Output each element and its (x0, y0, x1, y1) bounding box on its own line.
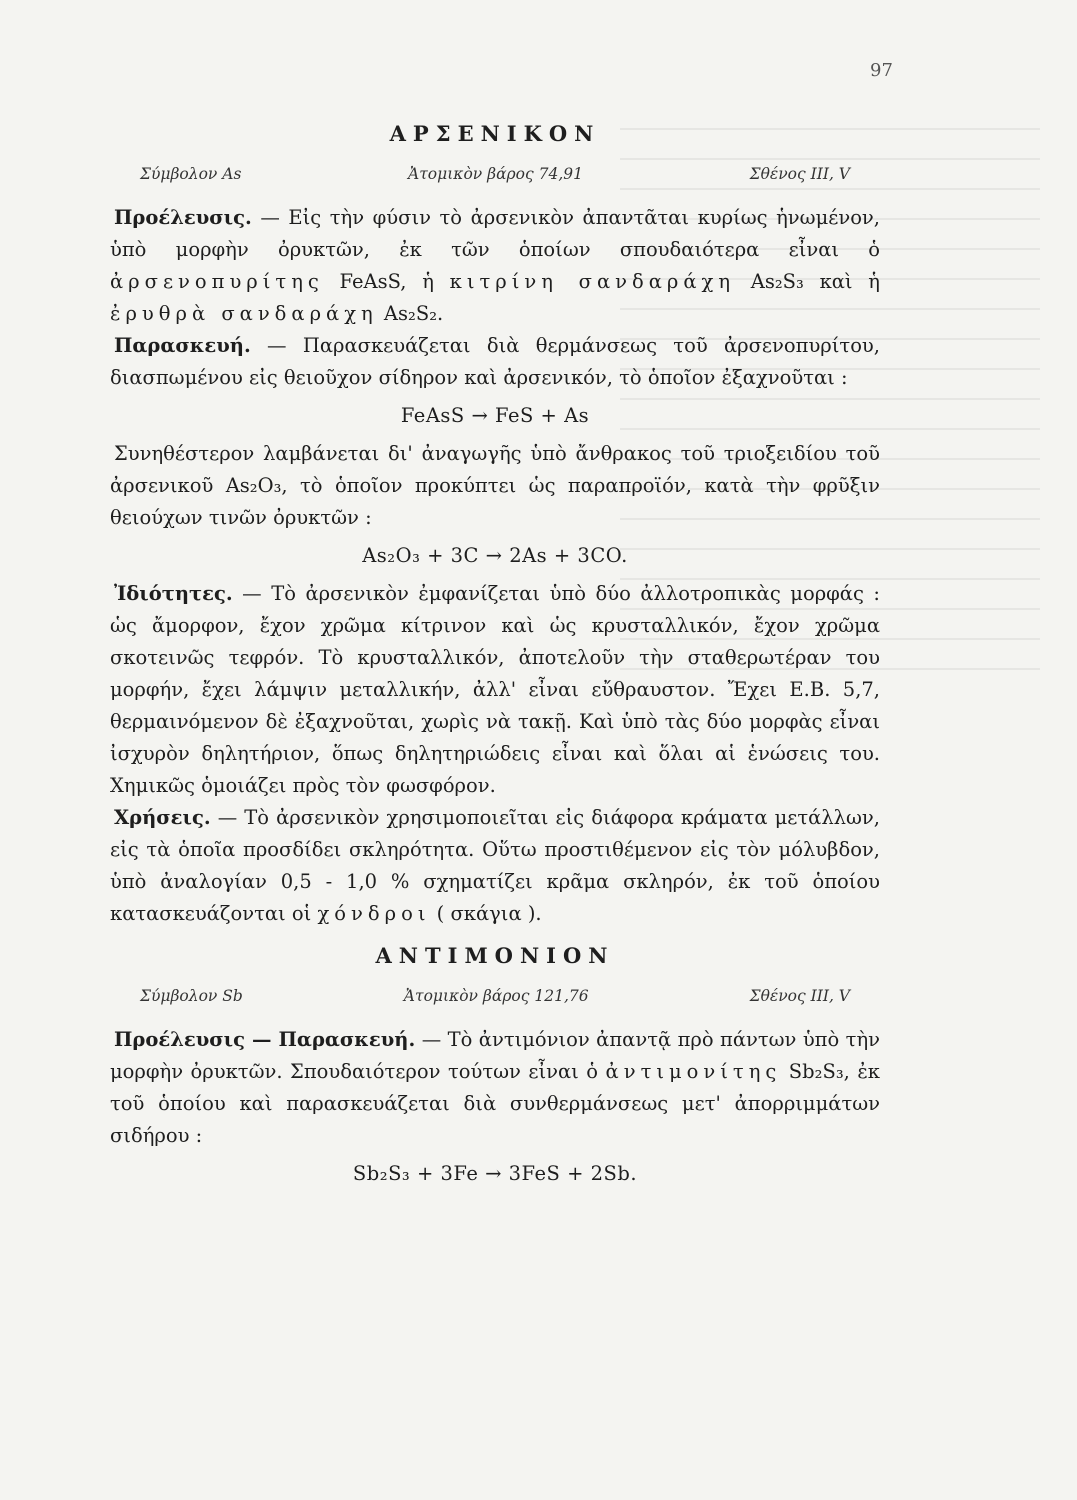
arsenic-preparation-heading: Παρασκευή. (114, 334, 251, 357)
arsenic-origin-heading: Προέλευσις. (114, 206, 252, 229)
stibnite-term: ἀντιμονίτης (605, 1060, 782, 1083)
antimony-symbol: Σύμβολον Sb (140, 987, 243, 1005)
antimony-valence: Σθένος III, V (749, 987, 850, 1005)
page-content (110, 118, 880, 1196)
arsenic-properties-paragraph: Ἰδιότητες. — Τὸ ἀρσενικὸν ἐμφανίζεται ὑπὸ δύο ἀλλοτροπικὰς μορφάς : ὡς ἄμορφον, ἔχον χρῶμα κίτρινον καὶ ὡς κρυσταλλικόν, ἔχον χρῶμα σκοτεινῶς τεφρόν. Τὸ κρυσταλλικόν, ἀποτελοῦν τὴν σταθερωτέραν του μορφήν, ἔχει λάμψιν μεταλλικήν, ἀλλ' εἶναι εὔθραυστον. Ἔχει Ε.Β. 5,7, θερμαινόμενον δὲ ἐξαχνοῦται, χωρὶς νὰ τακῇ. Καὶ ὑπὸ τὰς δύο μορφὰς εἶναι ἰσχυρὸν δηλητήριον, ὅπως δηλητηριώδεις εἶναι καὶ ὅλαι αἱ ἑνώσεις του. Χημικῶς ὁμοιάζει πρὸς τὸν φωσφόρον. (110, 582, 880, 797)
antimony-origin-heading: Προέλευσις — Παρασκευή. (114, 1028, 416, 1051)
arsenic-uses-heading: Χρήσεις. (114, 806, 211, 829)
antimony-origin-paragraph: Προέλευσις — Παρασκευή. — Τὸ ἀντιμόνιον ἀπαντᾷ πρὸ πάντων ὑπὸ τὴν μορφὴν ὀρυκτῶν. Σπουδαιότερον τούτων εἶναι ὁ ἀντιμονίτης Sb₂S₃, ἐκ τοῦ ὁποίου καὶ παρασκευάζεται διὰ συνθερμάνσεως μετ' ἀπορριμμάτων σιδήρου : (110, 1028, 880, 1147)
arsenic-properties-heading: Ἰδιότητες. (114, 582, 233, 605)
arsenic-meta (140, 158, 850, 190)
page-number: 97 (870, 60, 893, 81)
equation-as2o3: As₂O₃ + 3C → 2As + 3CO. (362, 544, 628, 567)
equation-feass: FeAsS → FeS + As (400, 404, 590, 427)
shot-term: χόνδροι (317, 902, 431, 925)
arsenic-valence: Σθένος III, V (749, 165, 850, 183)
arsenic-title: ΑΡΣΕΝΙΚΟΝ (389, 121, 601, 146)
arsenic-preparation-paragraph: Παρασκευή. — Παρασκευάζεται διὰ θερμάνσεως τοῦ ἀρσενοπυρίτου, διασπωμένου εἰς θειοῦχον σίδηρον καὶ ἀρσενικόν, τὸ ὁποῖον ἐξαχνοῦται : (110, 334, 880, 389)
orpiment-term: κιτρίνη σανδαράχη (449, 270, 736, 293)
antimony-atomic-weight: Ἀτομικὸν βάρος 121,76 (403, 987, 589, 1005)
antimony-meta (140, 980, 850, 1012)
equation-sb2s3: Sb₂S₃ + 3Fe → 3FeS + 2Sb. (352, 1162, 638, 1185)
arsenic-atomic-weight: Ἀτομικὸν βάρος 74,91 (408, 165, 583, 183)
antimony-title: ΑΝΤΙΜΟΝΙΟΝ (375, 943, 615, 968)
arsenic-origin-paragraph: Προέλευσις. — Εἰς τὴν φύσιν τὸ ἀρσενικὸν ἀπαντᾶται κυρίως ἡνωμένον, ὑπὸ μορφὴν ὀρυκτῶν, ἐκ τῶν ὁποίων σπουδαιότερα εἶναι ὁ ἀρσενοπυρίτης FeAsS, ἡ κιτρίνη σανδαράχη As₂S₃ καὶ ἡ ἐρυθρὰ σανδαράχη As₂S₂. (110, 206, 880, 325)
realgar-term: ἐρυθρὰ σανδαράχη (110, 302, 378, 325)
arsenic-uses-paragraph: Χρήσεις. — Τὸ ἀρσενικὸν χρησιμοποιεῖται εἰς διάφορα κράματα μετάλλων, εἰς τὰ ὁποῖα προσδίδει σκληρότητα. Οὕτω προστιθέμενον εἰς τὸν μόλυβδον, ὑπὸ ἀναλογίαν 0,5 - 1,0 % σχηματίζει κρᾶμα σκληρόν, ἐκ τοῦ ὁποίου κατασκευάζονται οἱ χόνδροι ( σκάγια ). (110, 806, 880, 925)
arsenic-preparation-paragraph-2: Συνηθέστερον λαμβάνεται δι' ἀναγωγῆς ὑπὸ ἄνθρακος τοῦ τριοξειδίου τοῦ ἀρσενικοῦ As₂O₃, τὸ ὁποῖον προκύπτει ὡς παραπροϊόν, κατὰ τὴν φρῦξιν θειούχων τινῶν ὀρυκτῶν : (110, 442, 880, 529)
arsenopyrite-term: ἀρσενοπυρίτης (110, 270, 324, 293)
arsenic-symbol: Σύμβολον As (140, 165, 242, 183)
